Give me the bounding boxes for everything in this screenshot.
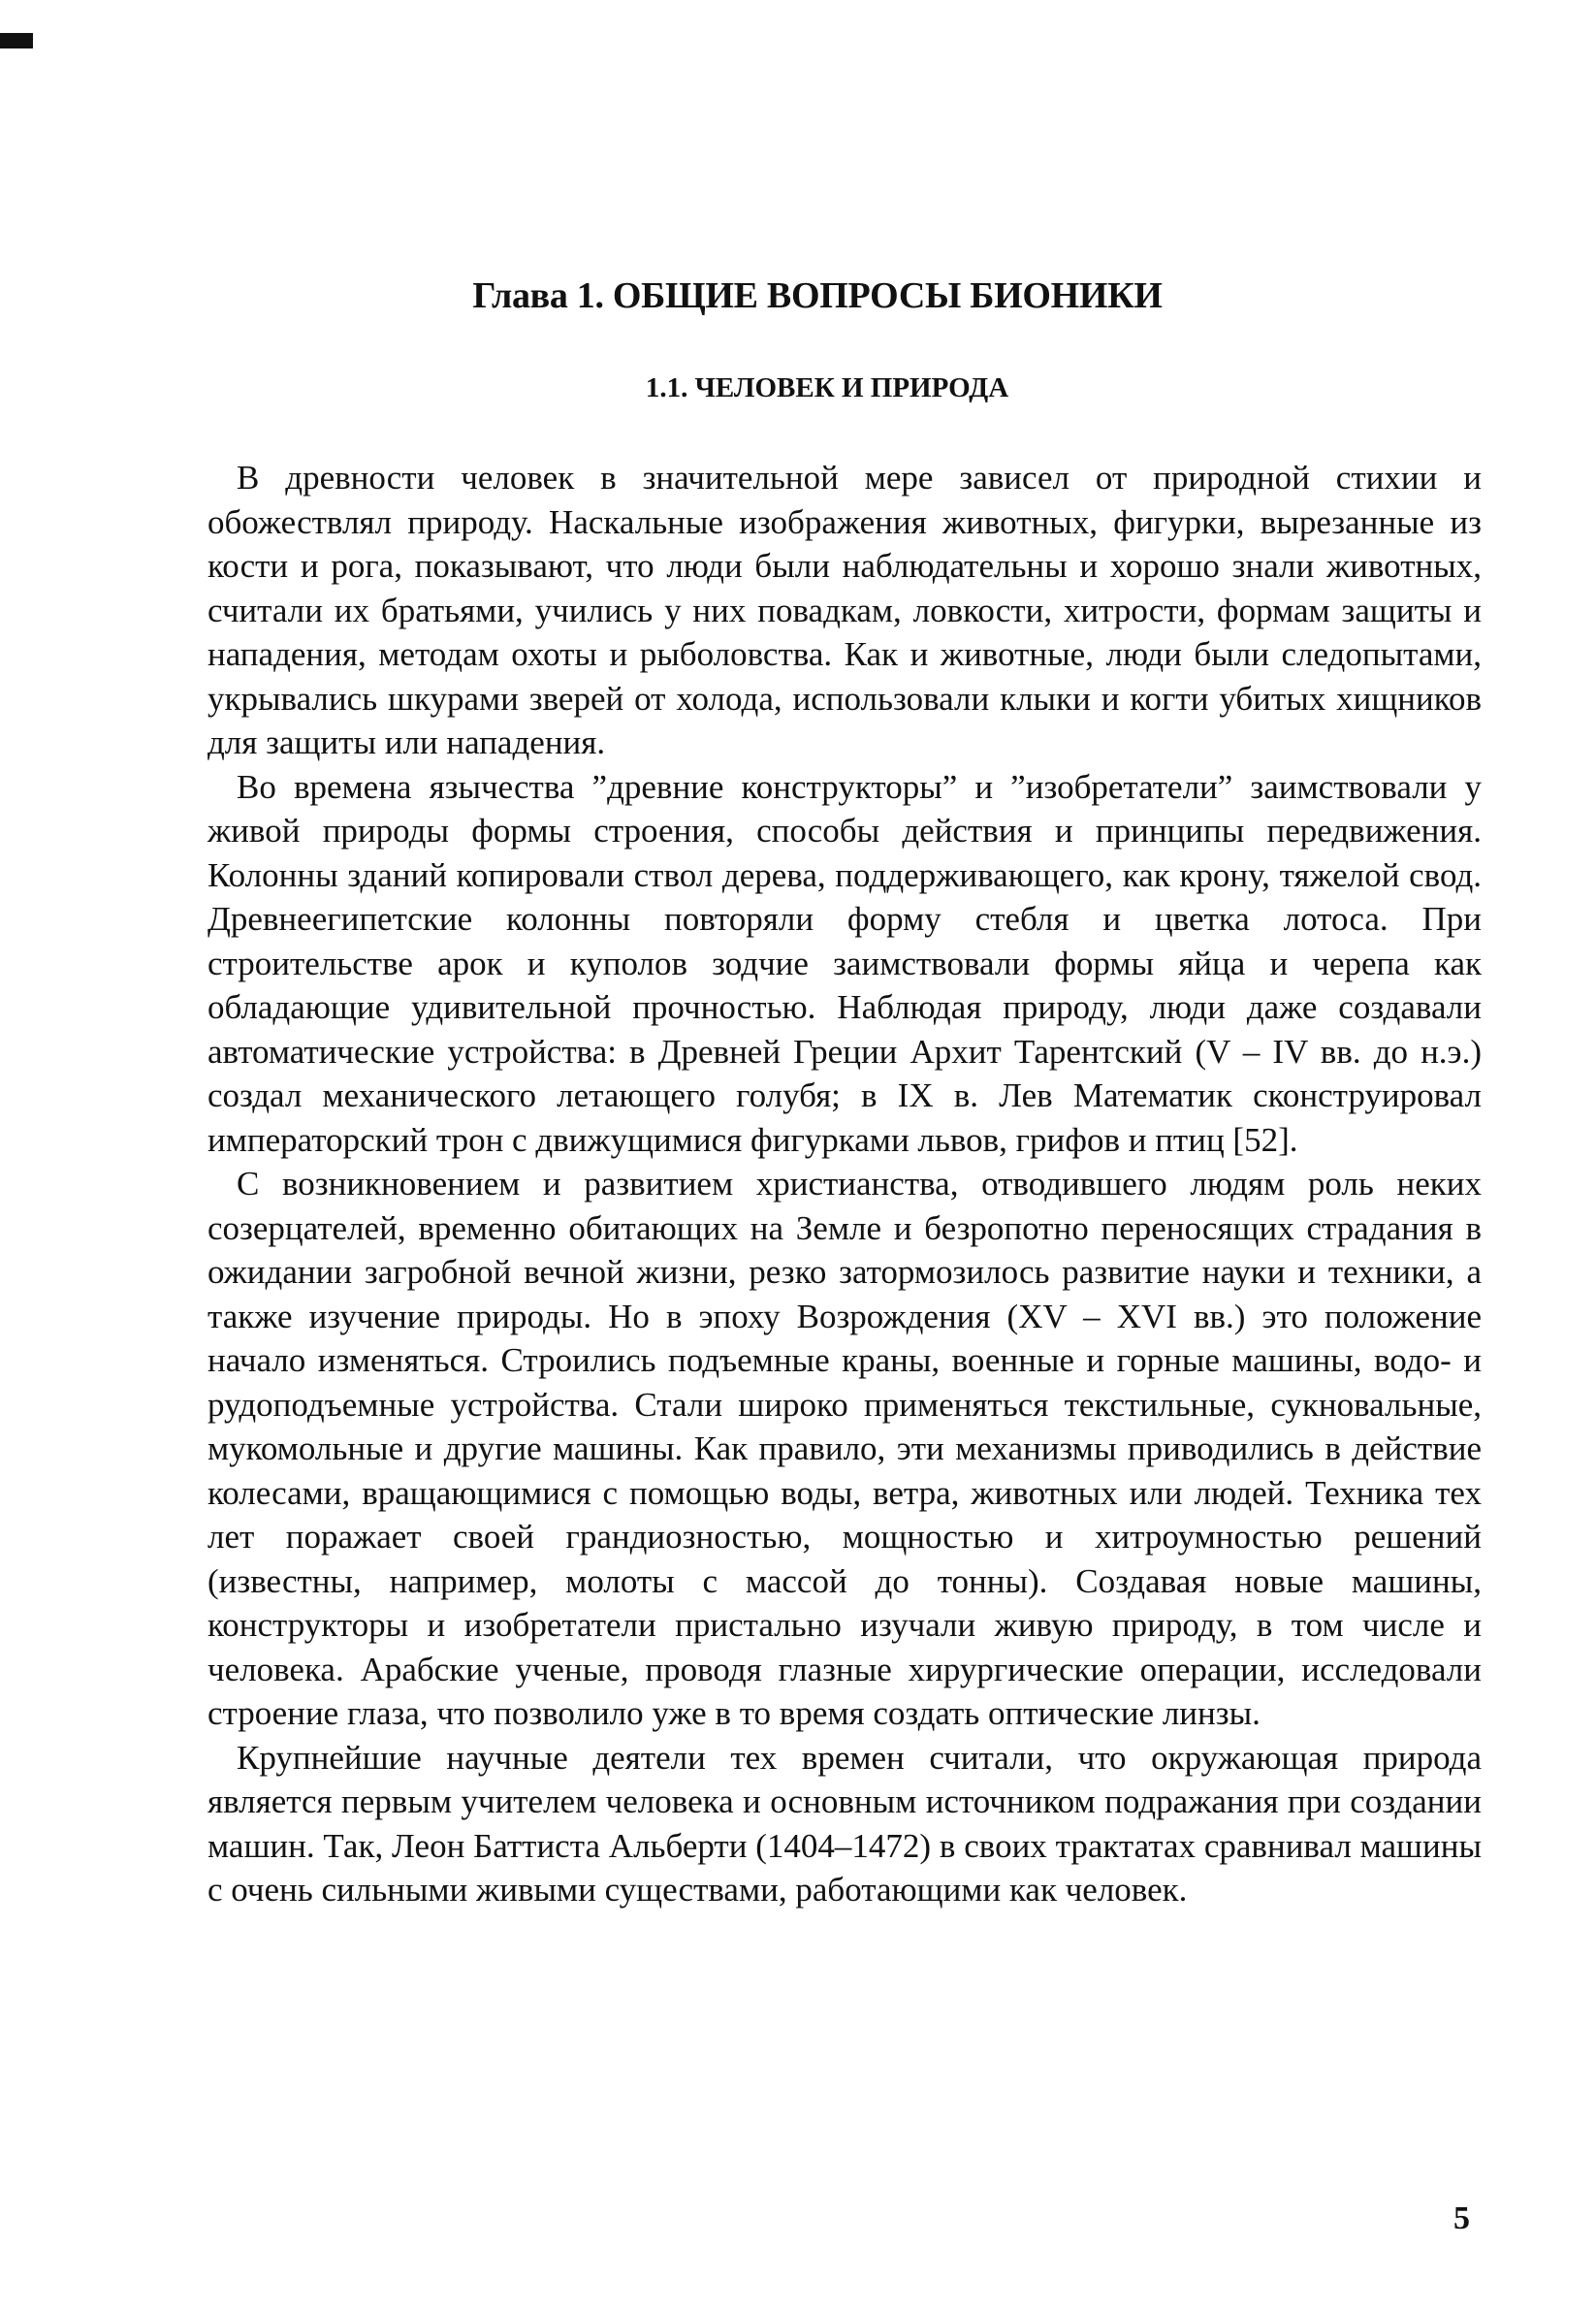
page-number: 5 (1453, 2200, 1470, 2236)
paragraph: Крупнейшие научные деятели тех времен считали, что окружающая природа является первым учителем человека и основным источником подражания при создании машин. Так, Леон Баттиста Альберти (1404–1472) в своих трактатах сравнивал машины с очень сильными живыми существами, работающими как человек. (207, 1738, 1482, 1909)
paragraph: С возникновением и развитием христианства, отводившего людям роль неких созерцателей, временно обитающих на Земле и безропотно переносящих страдания в ожидании загробной вечной жизни, резко затормозилось развитие науки и техники, а также изучение природы. Но в эпоху Возрождения (XV – XVI вв.) это положение начало изменяться. Строились подъемные краны, военные и горные машины, водо- и рудоподъемные устройства. Стали широко применяться текстильные, сукновальные, мукомольные и другие машины. Как правило, эти механизмы приводились в действие колесами, вращающимися с помощью воды, ветра, животных или людей. Техника тех лет поражает своей грандиозностью, мощностью и хитроумностью решений (известны, например, молоты с массой до тонны). Создавая новые машины, конструкторы и изобретатели пристально изучали живую природу, в том числе и человека. Арабские ученые, проводя глазные хирургические операции, исследовали строение глаза, что позволило уже в то время создать оптические линзы. (207, 1165, 1482, 1732)
paragraph: Во времена язычества ”древние конструкторы” и ”изобретатели” заимствовали у живой природы формы строения, способы действия и принципы передвижения. Колонны зданий копировали ствол дерева, поддерживающего, как крону, тяжелой свод. Древнеегипетские колонны повторяли форму стебля и цветка лотоса. При строительстве арок и куполов зодчие заимствовали формы яйца и черепа как обладающие удивительной прочностью. Наблюдая природу, люди даже создавали автоматические устройства: в Древней Греции Архит Тарентский (V – IV вв. до н.э.) создал механического летающего голубя; в IX в. Лев Математик сконструировал императорский трон с движущимися фигурками львов, грифов и птиц [52]. (207, 767, 1482, 1159)
paragraph: В древности человек в значительной мере зависел от природной стихии и обожествлял природу. Наскальные изображения животных, фигурки, вырезанные из кости и рога, показывают, что люди были наблюдательны и хорошо знали животных, считали их братьями, учились у них повадкам, ловкости, хитрости, формам защиты и нападения, методам охоты и рыболовства. Как и животные, люди были следопытами, укрывались шкурами зверей от холода, использовали клыки и когти убитых хищников для защиты или нападения. (207, 459, 1482, 761)
body-text (207, 456, 1482, 1912)
chapter-title: Глава 1. ОБЩИЕ ВОПРОСЫ БИОНИКИ (472, 275, 1163, 316)
scan-edge-mark (0, 33, 33, 48)
section-title: 1.1. ЧЕЛОВЕК И ПРИРОДА (645, 372, 1009, 403)
